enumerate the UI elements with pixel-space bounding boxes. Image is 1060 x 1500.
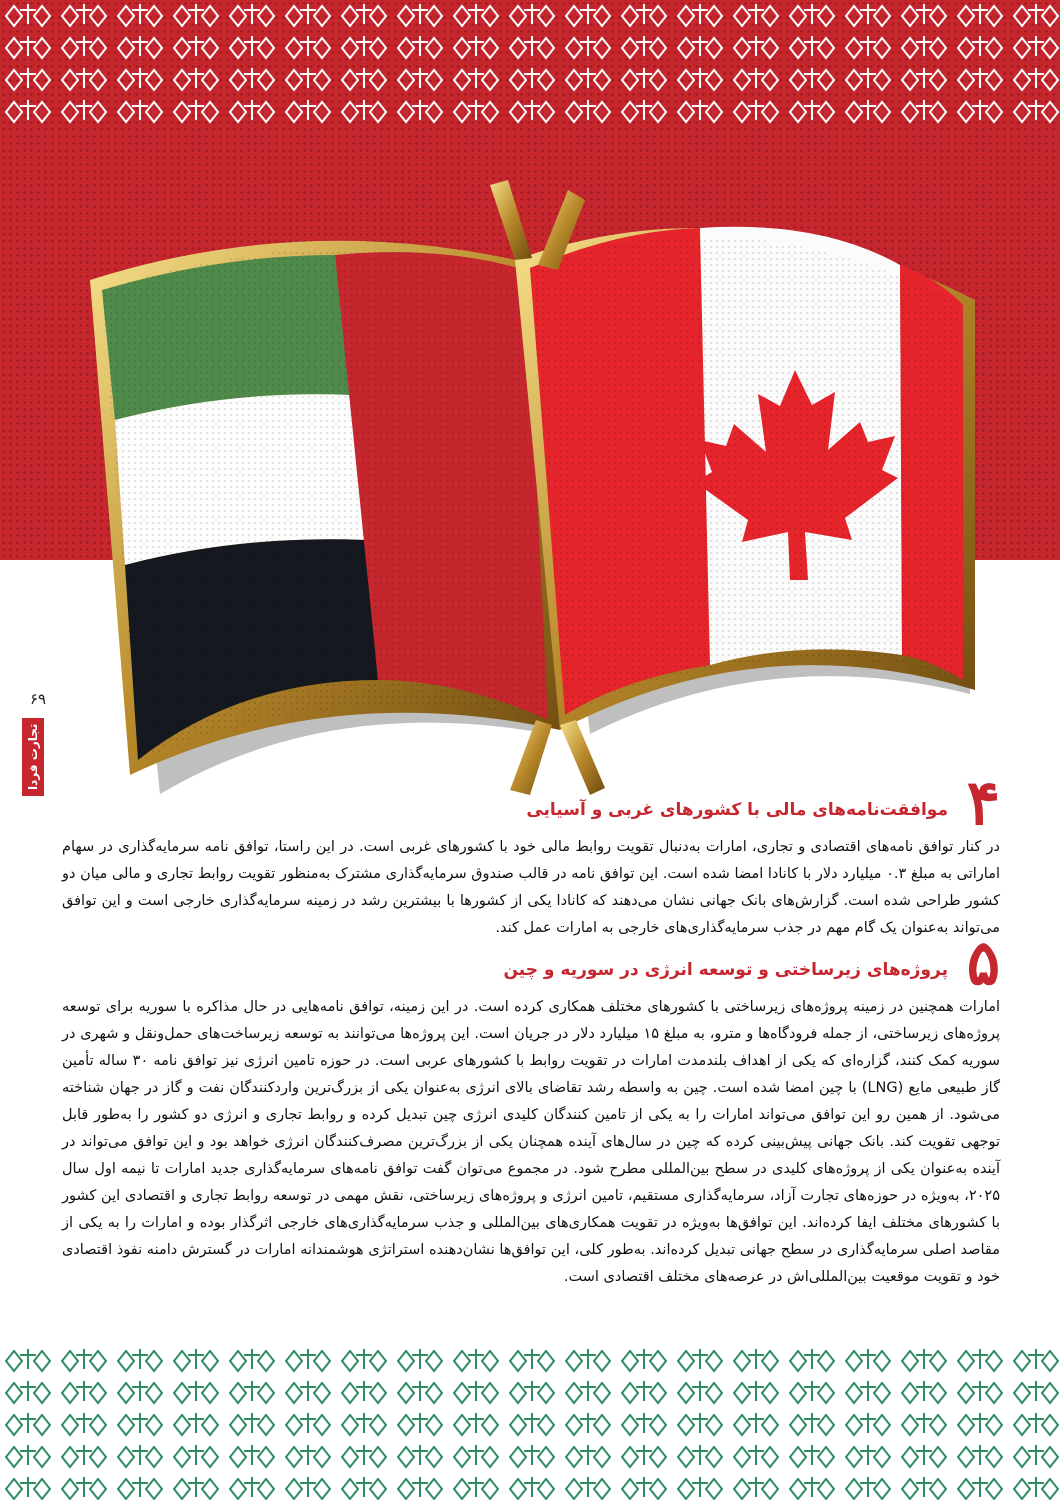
section-title: پروژه‌های زیرساختی و توسعه انرژی در سوریه و چین — [503, 960, 948, 980]
section-heading — [62, 926, 1000, 999]
section-body: امارات همچنین در زمینه پروژه‌های زیرساختی با کشورهای مختلف همکاری کرده است. در این زمینه، توافق نامه‌هایی در حال مذاکره با سوریه برای توسعه پروژه‌های زیرساختی، از جمله فرودگاه‌ها و مترو، به مبلغ ۱۵ میلیارد دلار در جریان است. این پروژه‌ها می‌توانند به توسعه زیرساخت‌های حمل‌ونقل و شهری در سوریه کمک کنند، گزاره‌ای که یکی از اهداف بلندمدت امارات در تقویت روابط با کشورهای عربی است. در حوزه تامین انرژی نیز توافق نامه ۳۰ ساله تأمین گاز طبیعی مایع (LNG) با چین امضا شده است. چین به واسطه رشد تقاضای بالای انرژی به‌عنوان یکی از بزرگ‌ترین واردکنندگان نفت و گاز در جهان شناخته می‌شود. از همین رو این توافق می‌تواند امارات را به یکی از تامین کنندگان کلیدی انرژی چین تبدیل کرده و روابط تجاری و انرژی دو کشور را به‌طور قابل توجهی تقویت کند. بانک جهانی پیش‌بینی کرده که چین در سال‌های آینده همچنان یکی از بزرگ‌ترین مصرف‌کنندگان انرژی خواهد بود و این توافق می‌تواند در آینده به‌عنوان یکی از پروژه‌های کلیدی در سطح بین‌المللی مطرح شود. در مجموع می‌توان گفت توافق نامه‌های سرمایه‌گذاری جدید امارات تا نیمه اول سال ۲۰۲۵، به‌ویژه در حوزه‌های تجارت آزاد، سرمایه‌گذاری مستقیم، تامین انرژی و پروژه‌های زیرساختی، نقش مهمی در توسعه روابط تجاری و اقتصادی این کشور با کشورهای مختلف ایفا کرده‌اند. این توافق‌ها به‌ویژه در تقویت همکاری‌های بین‌المللی و جذب سرمایه‌گذاری‌های خارجی اثرگذار بوده و امارات را به یکی از مقاصد اصلی سرمایه‌گذاری در سطح جهانی تبدیل کرده‌اند. به‌طور کلی، این توافق‌ها نشان‌دهنده استراتژی هوشمندانه امارات در گسترش دامنه نفوذ اقتصادی خود و تقویت موقعیت بین‌المللی‌اش در عرصه‌های مختلف اقتصادی است. — [62, 999, 1000, 1285]
top-ornament-pattern — [0, 0, 1060, 130]
section-5 — [62, 926, 1000, 1291]
page-number: ۶۹ — [29, 690, 47, 708]
section-4 — [62, 766, 1000, 942]
magazine-name-tab: تجارت فردا — [22, 718, 44, 796]
section-body: در کنار توافق نامه‌های اقتصادی و تجاری، امارات به‌دنبال تقویت روابط مالی خود با کشورهای غربی است. در این راستا، توافق نامه سرمایه‌گذاری در سهام اماراتی به مبلغ ۰.۳ میلیارد دلار با کانادا امضا شده است. این توافق نامه در قالب صندوق سرمایه‌گذاری مشترک به‌منظور تقویت روابط تجاری و مالی میان دو کشور طراحی شده است. گزارش‌های بانک جهانی نشان می‌دهند که کانادا یکی از کشورها با بیشترین رشد در زمینه سرمایه‌گذاری خارجی است و این توافق می‌تواند به‌عنوان یک گام مهم در جذب سرمایه‌گذاری‌های خارجی به امارات عمل کند. — [62, 839, 1000, 936]
bottom-ornament-pattern — [0, 1345, 1060, 1500]
section-number: ۵ — [966, 926, 1000, 999]
section-heading — [62, 766, 1000, 839]
crossed-flags-pin — [60, 160, 990, 800]
section-number: ۴ — [966, 766, 1000, 839]
section-title: موافقت‌نامه‌های مالی با کشورهای غربی و آسیایی — [526, 800, 948, 820]
